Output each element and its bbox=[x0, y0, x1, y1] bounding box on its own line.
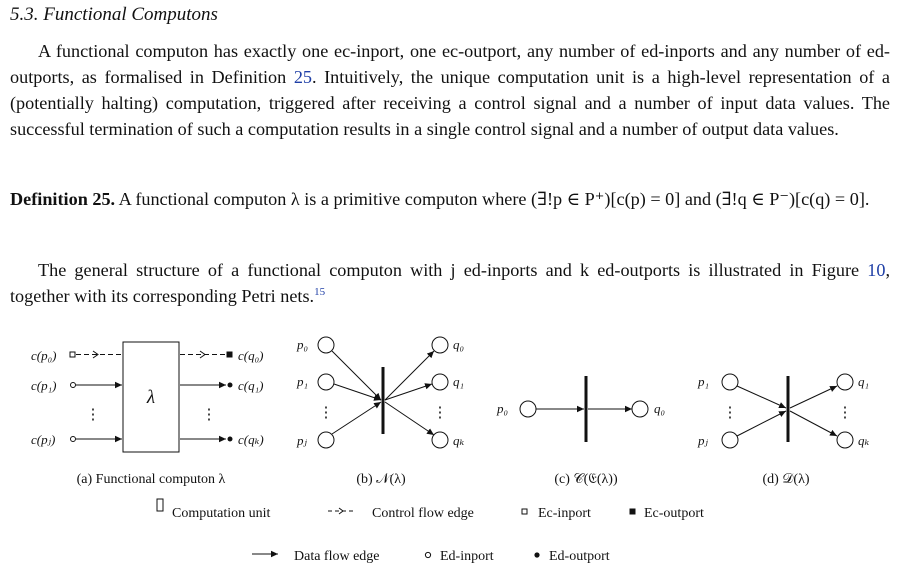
panel-c-control-net bbox=[496, 376, 665, 487]
figure-10 bbox=[0, 325, 898, 573]
place-label-q0: q₀ bbox=[453, 337, 465, 352]
unit-lambda-label: λ bbox=[146, 387, 156, 408]
place-label-q0: q₀ bbox=[654, 401, 666, 416]
figure-legend bbox=[157, 499, 704, 564]
computation-unit-legend-icon bbox=[157, 499, 163, 511]
place-p1 bbox=[722, 374, 738, 390]
place-p0 bbox=[520, 401, 536, 417]
legend-ed-outport: Ed-outport bbox=[549, 549, 610, 564]
place-label-pj: pⱼ bbox=[297, 433, 307, 448]
ed-outport-q1 bbox=[228, 383, 233, 388]
caption-d: (d) 𝒟(λ) bbox=[762, 472, 810, 487]
place-p1 bbox=[318, 374, 334, 390]
place-label-p0: p₀ bbox=[497, 401, 509, 416]
footnote-15-link[interactable]: 15 bbox=[314, 285, 326, 298]
ec-outport-legend-icon bbox=[630, 509, 635, 514]
ed-outport-legend-icon bbox=[534, 552, 539, 557]
arc-t-q1 bbox=[790, 386, 837, 408]
definition-25-link[interactable]: 25 bbox=[293, 67, 312, 87]
arc-t-q0 bbox=[385, 351, 434, 400]
input-ellipsis: ⋮ bbox=[85, 407, 101, 423]
ed-inport-legend-icon bbox=[425, 552, 430, 557]
legend-computation-unit: Computation unit bbox=[172, 506, 271, 521]
caption-c: (c) 𝒞(𝔈(λ)) bbox=[554, 472, 618, 487]
panel-d-data-net bbox=[697, 374, 870, 487]
figure-10-link[interactable]: 10 bbox=[867, 260, 886, 280]
place-label-p1: p₁ bbox=[698, 374, 710, 389]
paragraph1-text-end: . Intuitively, the unique computation unit is a high-level representation of a (potentially halting) computation, triggered after receiving a control signal and a number of input data values. The successful termination of such a computation results in a single control signal and a number of output data values. bbox=[10, 67, 890, 139]
output-ellipsis: ⋮ bbox=[432, 405, 448, 421]
input-label-c-p0: c(p₀) bbox=[31, 348, 57, 363]
arc-t-qk bbox=[790, 411, 837, 436]
ec-inport-marker bbox=[70, 352, 75, 357]
section-heading: 5.3. Functional Computons bbox=[10, 4, 218, 25]
place-q0 bbox=[632, 401, 648, 417]
place-label-q1: q₁ bbox=[858, 374, 870, 389]
input-label-c-p1: c(p₁) bbox=[31, 378, 57, 393]
arc-t-q1 bbox=[385, 384, 432, 400]
ec-outport-marker bbox=[227, 352, 232, 357]
panel-a-functional-computon bbox=[31, 342, 264, 487]
place-label-p0: p₀ bbox=[297, 337, 309, 352]
place-q1 bbox=[837, 374, 853, 390]
ed-inport-pj bbox=[71, 437, 76, 442]
output-ellipsis: ⋮ bbox=[837, 405, 853, 421]
definition-label: Definition 25. bbox=[10, 189, 116, 209]
legend-data-flow-edge: Data flow edge bbox=[294, 549, 380, 564]
place-qk bbox=[837, 432, 853, 448]
paragraph2-text-end: , together with its corresponding Petri nets. bbox=[10, 260, 890, 306]
paragraph-figure-reference bbox=[10, 257, 890, 309]
place-label-qk: qₖ bbox=[858, 433, 870, 448]
ed-inport-p1 bbox=[71, 383, 76, 388]
place-label-qk: qₖ bbox=[453, 433, 465, 448]
caption-b: (b) 𝒩(λ) bbox=[356, 472, 406, 487]
control-arrowhead-legend bbox=[339, 508, 343, 514]
paragraph2-text: The general structure of a functional computon with j ed-inports and k ed-outports is illustrated in Figure bbox=[38, 260, 868, 280]
definition-25 bbox=[10, 186, 890, 212]
legend-ec-outport: Ec-outport bbox=[644, 506, 704, 521]
place-label-q1: q₁ bbox=[453, 374, 465, 389]
arc-pj-t bbox=[737, 411, 786, 436]
legend-control-flow-edge: Control flow edge bbox=[372, 506, 474, 521]
arc-t-qk bbox=[385, 402, 434, 435]
output-label-c-q0: c(q₀) bbox=[238, 348, 264, 363]
output-label-c-q1: c(q₁) bbox=[238, 378, 264, 393]
ec-inport-legend-icon bbox=[522, 509, 527, 514]
input-label-c-pj: c(pⱼ) bbox=[31, 432, 56, 447]
arc-pj-t bbox=[332, 402, 381, 434]
place-pj bbox=[722, 432, 738, 448]
place-qk bbox=[432, 432, 448, 448]
caption-a: (a) Functional computon λ bbox=[76, 472, 226, 487]
place-pj bbox=[318, 432, 334, 448]
place-p0 bbox=[318, 337, 334, 353]
input-ellipsis: ⋮ bbox=[722, 405, 738, 421]
output-label-c-qk: c(qₖ) bbox=[238, 432, 264, 447]
legend-ed-inport: Ed-inport bbox=[440, 549, 494, 564]
place-label-pj: pⱼ bbox=[698, 433, 708, 448]
panel-b-petri-net bbox=[296, 337, 465, 487]
paragraph-functional-computons bbox=[10, 38, 890, 142]
place-q1 bbox=[432, 374, 448, 390]
definition-text: A functional computon λ is a primitive computon where (∃!p ∈ P⁺)[c(p) = 0] and (∃!q ∈ P⁻)[c(q) = 0]. bbox=[118, 189, 870, 209]
place-label-p1: p₁ bbox=[297, 374, 309, 389]
arc-p1-t bbox=[737, 386, 786, 408]
place-q0 bbox=[432, 337, 448, 353]
arc-p0-t bbox=[332, 351, 381, 400]
ed-outport-qk bbox=[228, 437, 233, 442]
paragraph1-text: A functional computon has exactly one ec-inport, one ec-outport, any number of ed-inports and any number of ed-outports, as formalised in Definition bbox=[10, 41, 890, 87]
arc-p1-t bbox=[334, 384, 381, 400]
input-ellipsis: ⋮ bbox=[318, 405, 334, 421]
legend-ec-inport: Ec-inport bbox=[538, 506, 591, 521]
output-ellipsis: ⋮ bbox=[201, 407, 217, 423]
